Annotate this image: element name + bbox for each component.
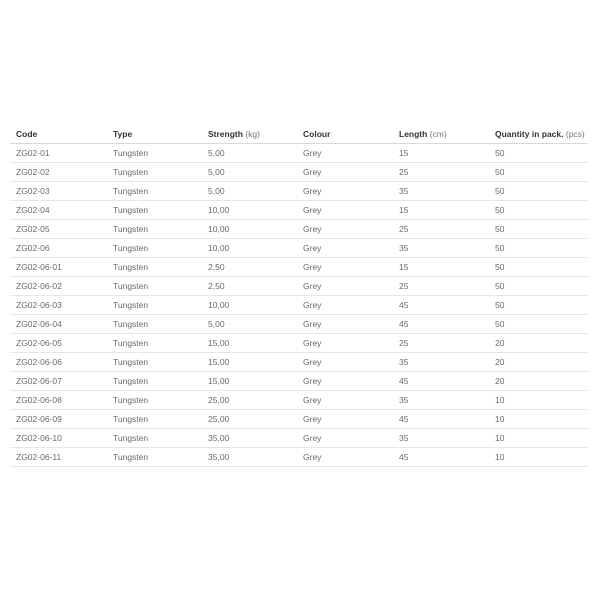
cell-type: Tungsten — [107, 429, 202, 448]
cell-quantity: 20 — [489, 334, 588, 353]
cell-type: Tungsten — [107, 448, 202, 467]
cell-colour: Grey — [297, 239, 393, 258]
table-row — [10, 334, 588, 353]
cell-length: 25 — [393, 334, 489, 353]
cell-length: 35 — [393, 182, 489, 201]
column-header-label: Colour — [303, 128, 331, 139]
cell-length: 15 — [393, 144, 489, 163]
cell-quantity: 20 — [489, 372, 588, 391]
cell-quantity: 10 — [489, 410, 588, 429]
cell-code: ZG02-06-09 — [10, 410, 107, 429]
cell-strength: 15,00 — [202, 353, 297, 372]
cell-length: 45 — [393, 410, 489, 429]
table-row — [10, 163, 588, 182]
cell-strength: 10,00 — [202, 239, 297, 258]
cell-type: Tungsten — [107, 163, 202, 182]
cell-length: 25 — [393, 220, 489, 239]
table-row — [10, 220, 588, 239]
column-header-unit: (kg) — [245, 128, 260, 139]
cell-colour: Grey — [297, 201, 393, 220]
cell-type: Tungsten — [107, 315, 202, 334]
cell-code: ZG02-04 — [10, 201, 107, 220]
table-row — [10, 258, 588, 277]
cell-code: ZG02-01 — [10, 144, 107, 163]
column-header-label: Code — [16, 128, 38, 139]
cell-type: Tungsten — [107, 220, 202, 239]
product-spec-table — [10, 124, 588, 467]
cell-length: 45 — [393, 296, 489, 315]
table-row — [10, 391, 588, 410]
cell-quantity: 50 — [489, 163, 588, 182]
cell-length: 45 — [393, 448, 489, 467]
cell-strength: 10,00 — [202, 220, 297, 239]
cell-strength: 5,00 — [202, 315, 297, 334]
cell-code: ZG02-05 — [10, 220, 107, 239]
cell-quantity: 50 — [489, 239, 588, 258]
cell-quantity: 50 — [489, 201, 588, 220]
cell-colour: Grey — [297, 182, 393, 201]
cell-strength: 5,00 — [202, 144, 297, 163]
column-header-unit: (pcs) — [565, 128, 585, 139]
cell-length: 25 — [393, 163, 489, 182]
cell-length: 25 — [393, 277, 489, 296]
table-row — [10, 277, 588, 296]
cell-length: 35 — [393, 391, 489, 410]
cell-colour: Grey — [297, 277, 393, 296]
cell-type: Tungsten — [107, 182, 202, 201]
column-header-label: Strength — [208, 128, 243, 139]
cell-code: ZG02-06-10 — [10, 429, 107, 448]
column-header-colour — [297, 124, 393, 144]
column-header-label: Length — [399, 128, 428, 139]
cell-length: 35 — [393, 239, 489, 258]
column-header-length — [393, 124, 489, 144]
cell-strength: 35,00 — [202, 429, 297, 448]
table-row — [10, 201, 588, 220]
cell-colour: Grey — [297, 353, 393, 372]
cell-quantity: 10 — [489, 448, 588, 467]
cell-code: ZG02-06-08 — [10, 391, 107, 410]
column-header-label: Quantity in pack. — [495, 128, 564, 139]
cell-code: ZG02-06-02 — [10, 277, 107, 296]
cell-length: 15 — [393, 201, 489, 220]
product-spec-table-container — [10, 124, 588, 467]
table-row — [10, 448, 588, 467]
cell-code: ZG02-06-03 — [10, 296, 107, 315]
cell-quantity: 50 — [489, 258, 588, 277]
cell-code: ZG02-06 — [10, 239, 107, 258]
table-row — [10, 372, 588, 391]
cell-strength: 35,00 — [202, 448, 297, 467]
cell-quantity: 50 — [489, 182, 588, 201]
cell-code: ZG02-03 — [10, 182, 107, 201]
cell-quantity: 50 — [489, 220, 588, 239]
cell-code: ZG02-02 — [10, 163, 107, 182]
cell-strength: 10,00 — [202, 296, 297, 315]
column-header-label: Type — [113, 128, 133, 139]
cell-colour: Grey — [297, 258, 393, 277]
cell-strength: 15,00 — [202, 334, 297, 353]
cell-strength: 25,00 — [202, 410, 297, 429]
cell-type: Tungsten — [107, 334, 202, 353]
cell-type: Tungsten — [107, 372, 202, 391]
cell-colour: Grey — [297, 372, 393, 391]
cell-colour: Grey — [297, 163, 393, 182]
cell-code: ZG02-06-06 — [10, 353, 107, 372]
cell-strength: 2,50 — [202, 258, 297, 277]
column-header-code — [10, 124, 107, 144]
cell-colour: Grey — [297, 315, 393, 334]
cell-colour: Grey — [297, 429, 393, 448]
table-row — [10, 410, 588, 429]
cell-colour: Grey — [297, 296, 393, 315]
table-row — [10, 144, 588, 163]
cell-type: Tungsten — [107, 239, 202, 258]
table-body — [10, 144, 588, 467]
cell-strength: 10,00 — [202, 201, 297, 220]
cell-code: ZG02-06-05 — [10, 334, 107, 353]
table-row — [10, 239, 588, 258]
cell-type: Tungsten — [107, 410, 202, 429]
table-row — [10, 315, 588, 334]
column-header-unit: (cm) — [429, 128, 447, 139]
table-row — [10, 182, 588, 201]
cell-strength: 5,00 — [202, 182, 297, 201]
cell-type: Tungsten — [107, 258, 202, 277]
table-row — [10, 296, 588, 315]
cell-quantity: 10 — [489, 391, 588, 410]
cell-colour: Grey — [297, 220, 393, 239]
cell-quantity: 50 — [489, 296, 588, 315]
cell-quantity: 50 — [489, 315, 588, 334]
cell-quantity: 50 — [489, 144, 588, 163]
cell-code: ZG02-06-04 — [10, 315, 107, 334]
table-header-row — [10, 124, 588, 144]
cell-length: 45 — [393, 315, 489, 334]
cell-quantity: 20 — [489, 353, 588, 372]
cell-length: 35 — [393, 429, 489, 448]
cell-colour: Grey — [297, 334, 393, 353]
cell-strength: 5,00 — [202, 163, 297, 182]
table-header — [10, 124, 588, 144]
cell-type: Tungsten — [107, 277, 202, 296]
cell-colour: Grey — [297, 448, 393, 467]
cell-quantity: 50 — [489, 277, 588, 296]
cell-type: Tungsten — [107, 144, 202, 163]
cell-type: Tungsten — [107, 353, 202, 372]
cell-colour: Grey — [297, 391, 393, 410]
cell-colour: Grey — [297, 410, 393, 429]
cell-code: ZG02-06-11 — [10, 448, 107, 467]
cell-type: Tungsten — [107, 391, 202, 410]
cell-code: ZG02-06-01 — [10, 258, 107, 277]
cell-strength: 2,50 — [202, 277, 297, 296]
cell-code: ZG02-06-07 — [10, 372, 107, 391]
cell-strength: 25,00 — [202, 391, 297, 410]
column-header-quantity — [489, 124, 588, 144]
table-row — [10, 429, 588, 448]
cell-length: 35 — [393, 353, 489, 372]
column-header-strength — [202, 124, 297, 144]
cell-colour: Grey — [297, 144, 393, 163]
cell-length: 45 — [393, 372, 489, 391]
cell-length: 15 — [393, 258, 489, 277]
cell-strength: 15,00 — [202, 372, 297, 391]
cell-type: Tungsten — [107, 296, 202, 315]
cell-quantity: 10 — [489, 429, 588, 448]
column-header-type — [107, 124, 202, 144]
cell-type: Tungsten — [107, 201, 202, 220]
table-row — [10, 353, 588, 372]
